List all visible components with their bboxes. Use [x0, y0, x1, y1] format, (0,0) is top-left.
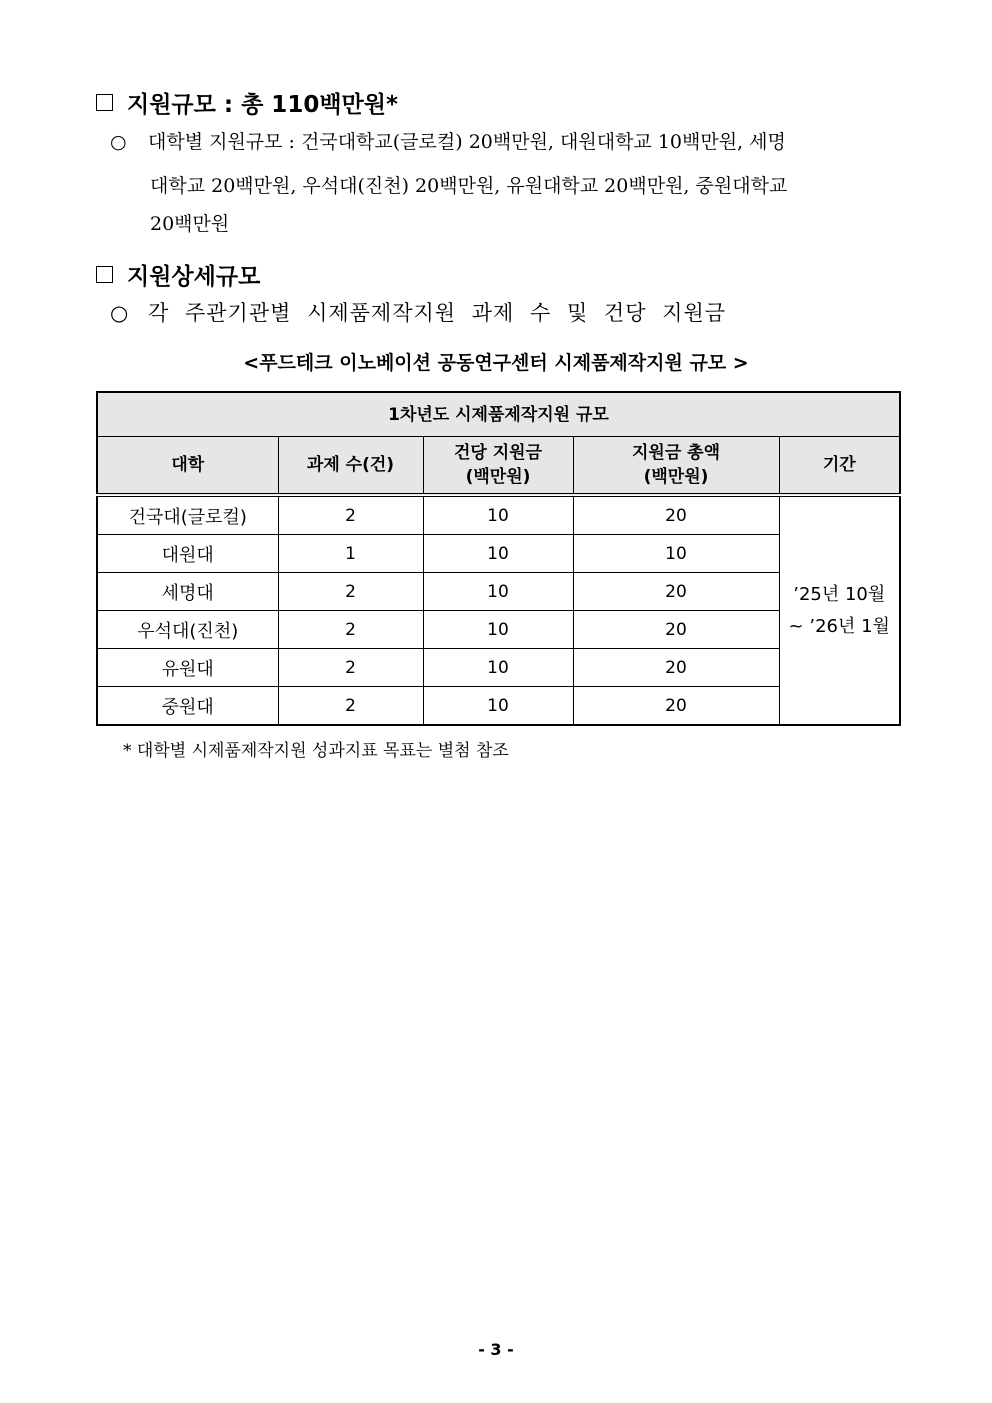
period-line-2: ~ ’26년 1월 — [788, 615, 890, 637]
checkbox-square-icon — [96, 266, 113, 283]
header-count: 과제 수(건) — [278, 437, 423, 496]
cell-period — [779, 495, 900, 725]
cell-count: 2 — [278, 573, 423, 611]
cell-per: 10 — [423, 687, 573, 726]
cell-count: 2 — [278, 649, 423, 687]
footnote: * 대학별 시제품제작지원 성과지표 목표는 별첨 참조 — [123, 741, 509, 761]
page-number: - 3 - — [478, 1340, 514, 1359]
funding-table — [96, 391, 901, 726]
funding-line-3: 20백만원 — [150, 213, 230, 235]
detail-bullet — [110, 294, 726, 333]
table-title: 1차년도 시제품제작지원 규모 — [97, 392, 900, 437]
period-line-1: ’25년 10월 — [793, 583, 886, 605]
cell-per: 10 — [423, 535, 573, 573]
header-per-line1: 건당 지원금 — [453, 443, 543, 463]
header-univ: 대학 — [97, 437, 278, 496]
cell-count: 2 — [278, 687, 423, 726]
cell-total: 20 — [573, 649, 779, 687]
circle-bullet-icon: ○ — [110, 131, 127, 153]
table-caption: <푸드테크 이노베이션 공동연구센터 시제품제작지원 규모 > — [243, 352, 749, 374]
cell-per: 10 — [423, 649, 573, 687]
header-total-line1: 지원금 총액 — [631, 443, 721, 463]
header-per-line2: (백만원) — [465, 467, 531, 487]
table-row — [97, 495, 900, 535]
section-heading-funding-text: 지원규모 : 총 110백만원* — [127, 92, 399, 118]
cell-univ: 대원대 — [97, 535, 278, 573]
header-per — [423, 437, 573, 496]
header-total — [573, 437, 779, 496]
cell-total: 20 — [573, 687, 779, 726]
cell-total: 10 — [573, 535, 779, 573]
header-period: 기간 — [779, 437, 900, 496]
detail-bullet-text: 각 주관기관별 시제품제작지원 과제 수 및 건당 지원금 — [148, 301, 727, 325]
cell-total: 20 — [573, 573, 779, 611]
cell-univ: 중원대 — [97, 687, 278, 726]
section-heading-detail — [96, 258, 260, 291]
cell-per: 10 — [423, 573, 573, 611]
header-total-line2: (백만원) — [643, 467, 709, 487]
cell-univ: 세명대 — [97, 573, 278, 611]
section-heading-funding — [96, 86, 398, 119]
cell-univ: 유원대 — [97, 649, 278, 687]
section-heading-detail-text: 지원상세규모 — [127, 264, 261, 290]
cell-total: 20 — [573, 611, 779, 649]
cell-per: 10 — [423, 495, 573, 535]
funding-line-2: 대학교 20백만원, 우석대(진천) 20백만원, 유원대학교 20백만원, 중원대학교 — [150, 175, 788, 197]
cell-count: 2 — [278, 495, 423, 535]
cell-count: 2 — [278, 611, 423, 649]
cell-per: 10 — [423, 611, 573, 649]
cell-count: 1 — [278, 535, 423, 573]
circle-bullet-icon: ○ — [110, 301, 129, 325]
cell-univ: 건국대(글로컬) — [97, 495, 278, 535]
funding-bullet — [110, 123, 786, 162]
funding-line-1: 대학별 지원규모 : 건국대학교(글로컬) 20백만원, 대원대학교 10백만원, 세명 — [148, 131, 786, 153]
cell-total: 20 — [573, 495, 779, 535]
cell-univ: 우석대(진천) — [97, 611, 278, 649]
checkbox-square-icon — [96, 94, 113, 111]
